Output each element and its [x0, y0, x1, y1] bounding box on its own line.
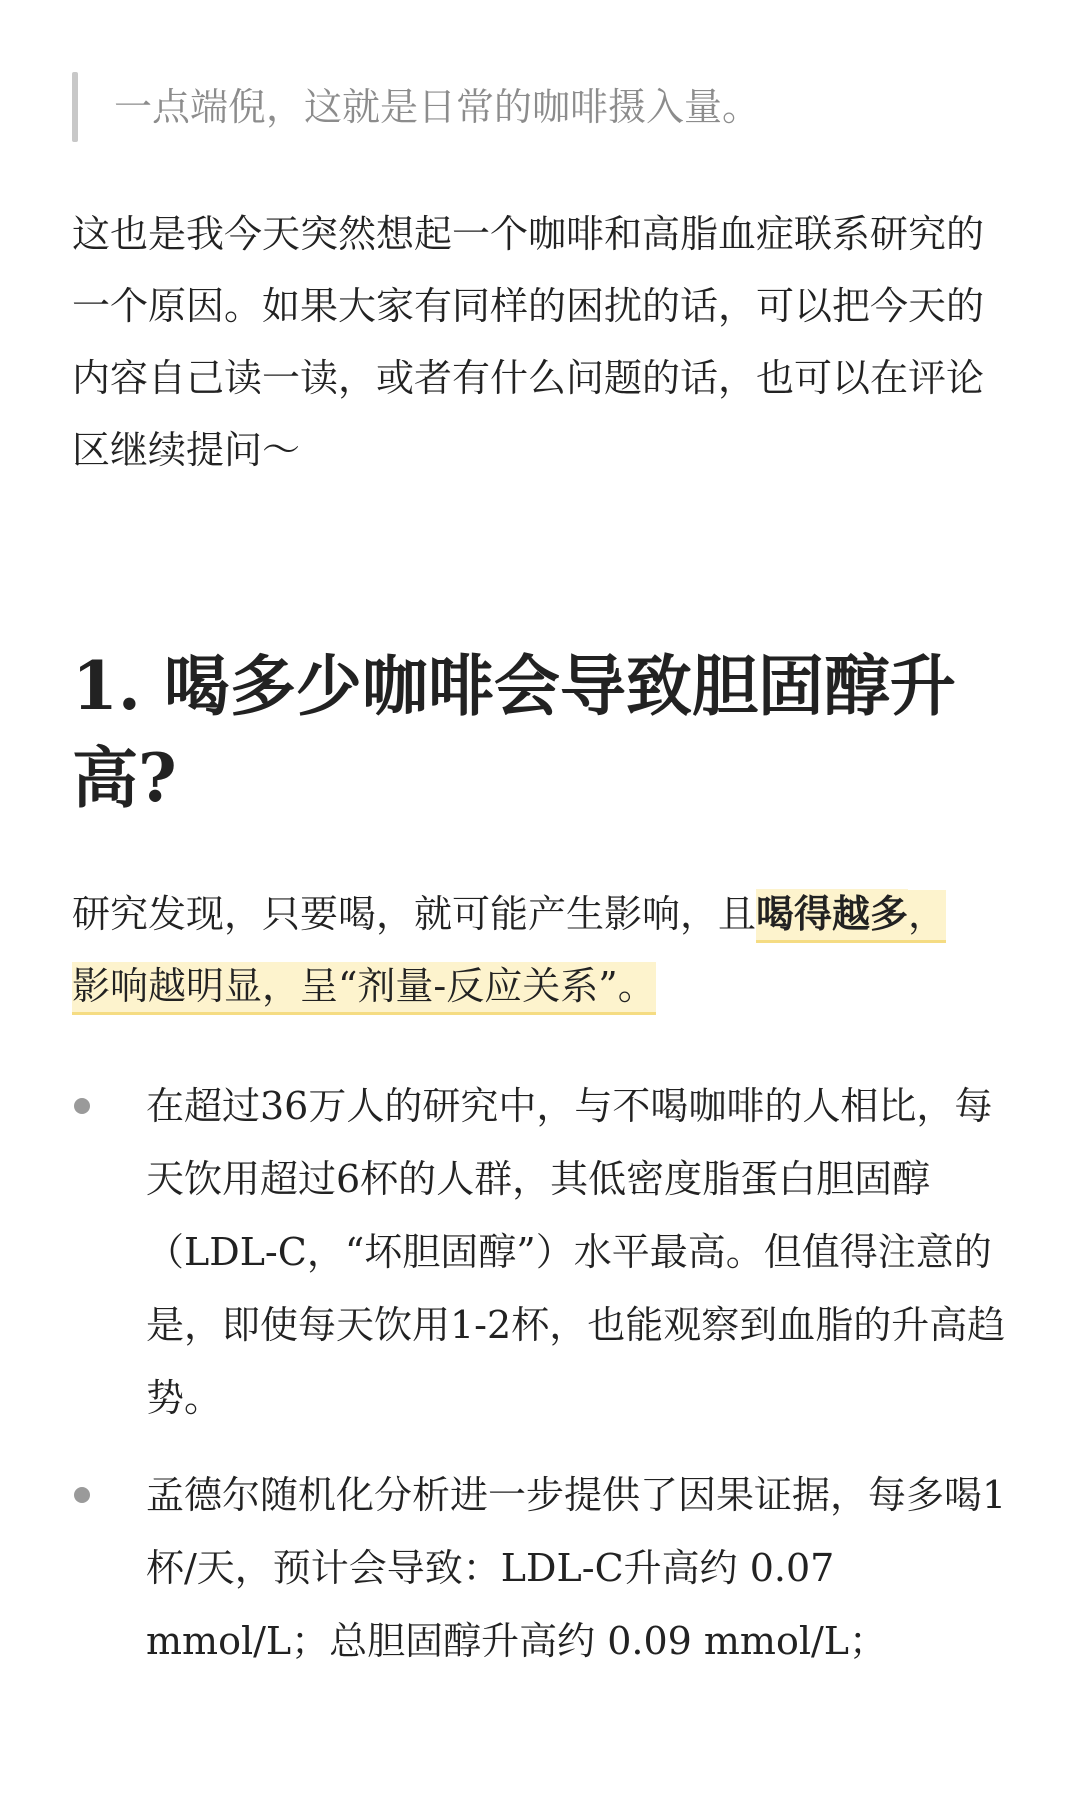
blockquote-bar [72, 72, 78, 142]
lead-plain-text: 研究发现，只要喝，就可能产生影响，且 [72, 892, 757, 936]
list-item-text: 孟德尔随机化分析进一步提供了因果证据，每多喝1杯/天，预计会导致：LDL-C升高约 0.07 mmol/L；总胆固醇升高约 0.09 mmol/L； [146, 1473, 1007, 1663]
highlight-bold-text: 喝得越多 [756, 889, 908, 943]
list-item [72, 1459, 1022, 1678]
bullet-dot-icon [74, 1487, 90, 1503]
findings-list [72, 1070, 1022, 1702]
intro-paragraph: 这也是我今天突然想起一个咖啡和高脂血症联系研究的一个原因。如果大家有同样的困扰的话，可以把今天的内容自己读一读，或者有什么问题的话，也可以在评论区继续提问～ [72, 212, 985, 472]
section-heading: 1. 喝多少咖啡会导致胆固醇升高? [72, 647, 956, 817]
blockquote-text: 一点端倪，这就是日常的咖啡摄入量。 [114, 85, 761, 129]
lead-paragraph [72, 878, 972, 1022]
list-item [72, 1070, 1022, 1435]
blockquote [72, 72, 992, 142]
bullet-dot-icon [74, 1098, 90, 1114]
list-item-text: 在超过36万人的研究中，与不喝咖啡的人相比，每天饮用超过6杯的人群，其低密度脂蛋白胆固醇（LDL-C，“坏胆固醇”）水平最高。但值得注意的是，即使每天饮用1-2杯，也能观察到血脂的升高趋势。 [146, 1084, 1006, 1420]
highlight-text: ，影响越明显，呈“剂量-反应关系”。 [72, 890, 946, 1015]
